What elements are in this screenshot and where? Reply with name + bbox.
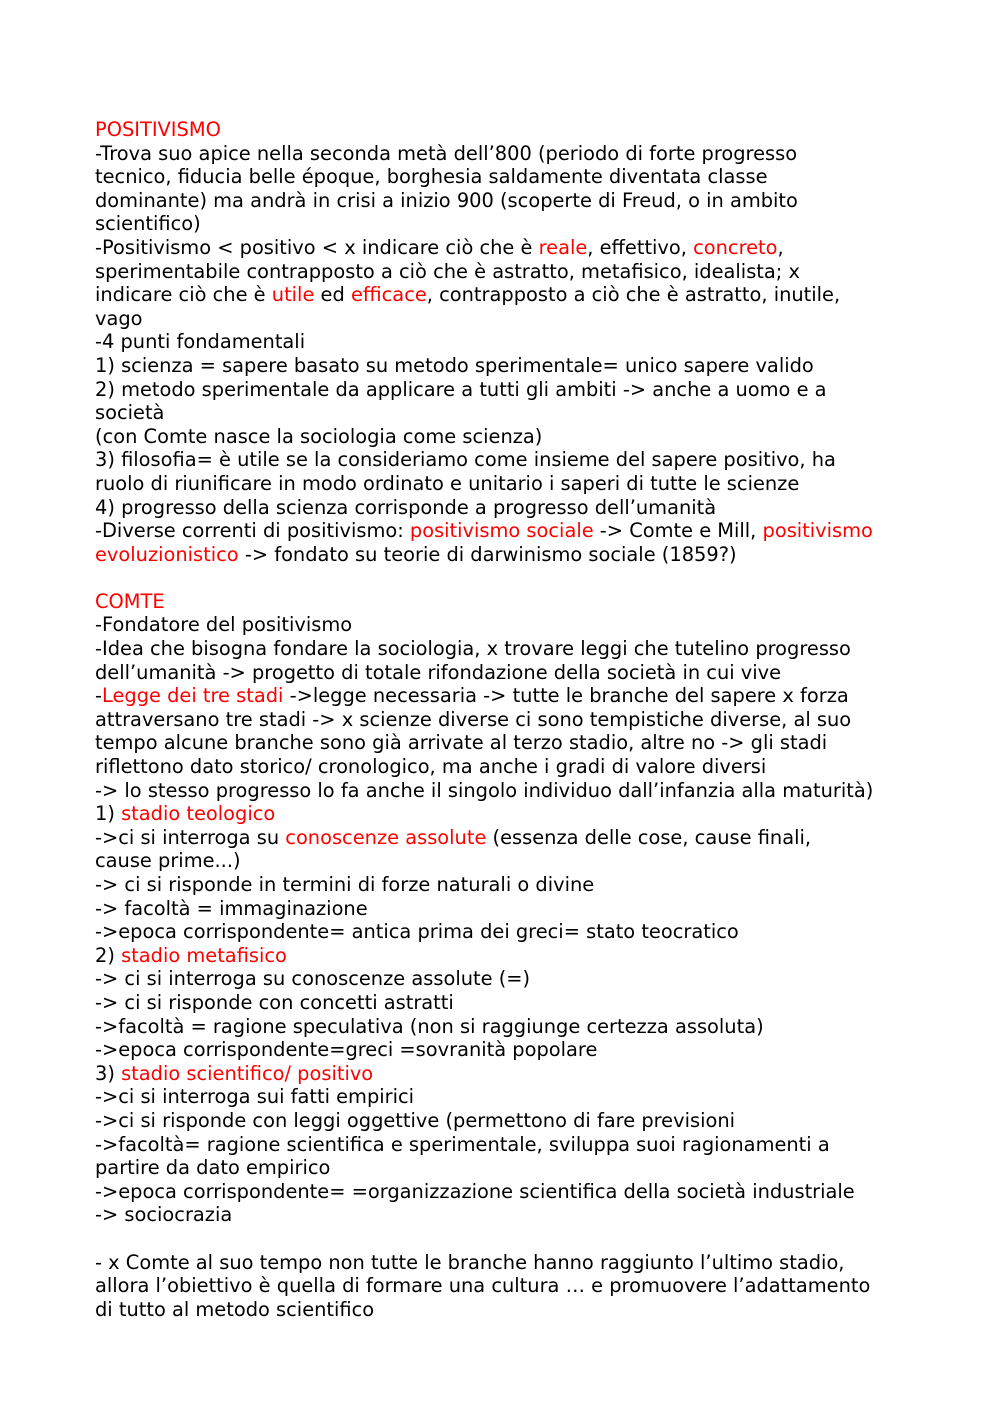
text-line <box>95 1133 925 1157</box>
body-text: ->epoca corrispondente=greci =sovranità popolare <box>95 1038 598 1062</box>
text-line <box>95 118 925 142</box>
text-line <box>95 1203 925 1227</box>
text-line <box>95 165 925 189</box>
body-text: , <box>777 235 784 259</box>
highlighted-text: efficace <box>350 283 427 307</box>
text-line <box>95 944 925 968</box>
body-text: vago <box>95 306 143 330</box>
text-line <box>95 1180 925 1204</box>
body-text: -> lo stesso progresso lo fa anche il singolo individuo dall’infanzia alla maturità) <box>95 778 874 802</box>
text-line <box>95 802 925 826</box>
text-line <box>95 472 925 496</box>
body-text: ->facoltà= ragione scientifica e sperimentale, sviluppa suoi ragionamenti a <box>95 1132 830 1156</box>
text-line <box>95 330 925 354</box>
text-line <box>95 448 925 472</box>
highlighted-text: POSITIVISMO <box>95 118 221 141</box>
highlighted-text: concreto <box>693 235 778 259</box>
body-text: ->facoltà = ragione speculativa (non si raggiunge certezza assoluta) <box>95 1014 764 1038</box>
body-text: -Fondatore del positivismo <box>95 613 353 637</box>
text-line <box>95 755 925 779</box>
body-text: ed <box>314 283 351 307</box>
body-text: , contrapposto a ciò che è astratto, inutile, <box>426 283 841 307</box>
text-line <box>95 991 925 1015</box>
body-text: partire da dato empirico <box>95 1156 331 1180</box>
body-text: -> sociocrazia <box>95 1203 233 1227</box>
highlighted-text: stadio metafisico <box>121 943 287 967</box>
body-text: società <box>95 401 165 425</box>
text-line <box>95 826 925 850</box>
text-line <box>95 708 925 732</box>
body-text: ->epoca corrispondente= antica prima dei greci= stato teocratico <box>95 920 739 944</box>
text-line <box>95 779 925 803</box>
body-text: - <box>95 684 102 708</box>
text-line <box>95 1156 925 1180</box>
text-line <box>95 613 925 637</box>
text-line <box>95 1298 925 1322</box>
body-text: -Diverse correnti di positivismo: <box>95 519 410 543</box>
body-text: cause prime...) <box>95 849 241 873</box>
text-line <box>95 920 925 944</box>
body-text: -> ci si interroga su conoscenze assolute (=) <box>95 967 531 991</box>
highlighted-text: reale <box>538 235 588 259</box>
body-text: scientifico) <box>95 212 201 236</box>
body-text: , effettivo, <box>587 235 694 259</box>
body-text: -Idea che bisogna fondare la sociologia, x trovare leggi che tutelino progresso <box>95 637 851 661</box>
body-text: -> fondato su teorie di darwinismo sociale (1859?) <box>238 542 737 566</box>
highlighted-text: evoluzionistico <box>95 542 239 566</box>
body-text: 1) scienza = sapere basato su metodo sperimentale= unico sapere valido <box>95 353 814 377</box>
highlighted-text: COMTE <box>95 589 165 613</box>
text-line <box>95 425 925 449</box>
text-line <box>95 684 925 708</box>
body-text: -Positivismo < positivo < x indicare ciò che è <box>95 235 539 259</box>
body-text: -> ci si risponde in termini di forze naturali o divine <box>95 873 595 896</box>
body-text: dell’umanità -> progetto di totale rifondazione della società in cui vive <box>95 660 782 684</box>
text-line <box>95 401 925 425</box>
body-text: indicare ciò che è <box>95 283 272 307</box>
body-text: riflettono dato storico/ cronologico, ma anche i gradi di valore diversi <box>95 755 767 779</box>
text-line <box>95 283 925 307</box>
body-text: ->legge necessaria -> tutte le branche del sapere x forza <box>283 684 849 708</box>
text-line <box>95 661 925 685</box>
body-text: ->epoca corrispondente= =organizzazione scientifica della società industriale <box>95 1179 855 1203</box>
body-text: allora l’obiettivo è quella di formare una cultura … e promuovere l’adattamento <box>95 1274 871 1298</box>
body-text: 2) metodo sperimentale da applicare a tutti gli ambiti -> anche a uomo e a <box>95 377 827 401</box>
document-page <box>95 118 925 1321</box>
text-line <box>95 731 925 755</box>
body-text: sperimentabile contrapposto a ciò che è astratto, metafisico, idealista; x <box>95 259 800 283</box>
body-text: -> facoltà = immaginazione <box>95 896 368 920</box>
body-text: - x Comte al suo tempo non tutte le branche hanno raggiunto l’ultimo stadio, <box>95 1250 845 1274</box>
body-text: ->ci si interroga sui fatti empirici <box>95 1085 415 1109</box>
text-line <box>95 1062 925 1086</box>
text-line <box>95 590 925 614</box>
text-line <box>95 260 925 284</box>
text-line <box>95 543 925 567</box>
body-text: 3) filosofia= è utile se la consideriamo come insieme del sapere positivo, ha <box>95 448 836 472</box>
text-line <box>95 897 925 921</box>
text-line <box>95 873 925 897</box>
body-text: 1) <box>95 802 122 826</box>
body-text: ruolo di riunificare in modo ordinato e unitario i saperi di tutte le scienze <box>95 471 800 495</box>
highlighted-text: positivismo sociale <box>409 519 594 543</box>
text-line <box>95 142 925 166</box>
body-text: tecnico, fiducia belle époque, borghesia saldamente diventata classe <box>95 165 768 189</box>
text-line <box>95 1038 925 1062</box>
text-line <box>95 1109 925 1133</box>
body-text: -Trova suo apice nella seconda metà dell’800 (periodo di forte progresso <box>95 141 798 165</box>
highlighted-text: stadio teologico <box>121 802 276 826</box>
highlighted-text: positivismo <box>762 519 873 543</box>
text-line <box>95 1015 925 1039</box>
text-line <box>95 378 925 402</box>
body-text: 3) <box>95 1061 122 1085</box>
body-text: ->ci si interroga su <box>95 825 286 849</box>
highlighted-text: conoscenze assolute <box>285 825 487 849</box>
body-text: (con Comte nasce la sociologia come scienza) <box>95 424 543 448</box>
blank-line <box>95 566 925 590</box>
highlighted-text: stadio scientifico/ positivo <box>121 1061 374 1085</box>
body-text: -> ci si risponde con concetti astratti <box>95 990 454 1014</box>
body-text: attraversano tre stadi -> x scienze diverse ci sono tempistiche diverse, al suo <box>95 707 852 731</box>
highlighted-text: utile <box>271 283 315 307</box>
text-line <box>95 967 925 991</box>
text-line <box>95 637 925 661</box>
body-text: dominante) ma andrà in crisi a inizio 900 (scoperte di Freud, o in ambito <box>95 188 798 212</box>
text-line <box>95 1251 925 1275</box>
body-text: 4) progresso della scienza corrisponde a progresso dell’umanità <box>95 495 717 519</box>
body-text: -4 punti fondamentali <box>95 330 306 354</box>
highlighted-text: Legge dei tre stadi <box>102 684 284 708</box>
body-text: -> Comte e Mill, <box>593 519 763 543</box>
body-text: (essenza delle cose, cause finali, <box>486 825 812 849</box>
body-text: ->ci si risponde con leggi oggettive (permettono di fare previsioni <box>95 1108 735 1132</box>
text-line <box>95 496 925 520</box>
text-line <box>95 519 925 543</box>
text-line <box>95 1085 925 1109</box>
text-line <box>95 307 925 331</box>
blank-line <box>95 1227 925 1251</box>
text-line <box>95 236 925 260</box>
text-line <box>95 212 925 236</box>
text-line <box>95 1274 925 1298</box>
text-line <box>95 354 925 378</box>
body-text: tempo alcune branche sono già arrivate al terzo stadio, altre no -> gli stadi <box>95 731 828 755</box>
text-line <box>95 849 925 873</box>
text-line <box>95 189 925 213</box>
body-text: di tutto al metodo scientifico <box>95 1297 375 1321</box>
body-text: 2) <box>95 943 122 967</box>
